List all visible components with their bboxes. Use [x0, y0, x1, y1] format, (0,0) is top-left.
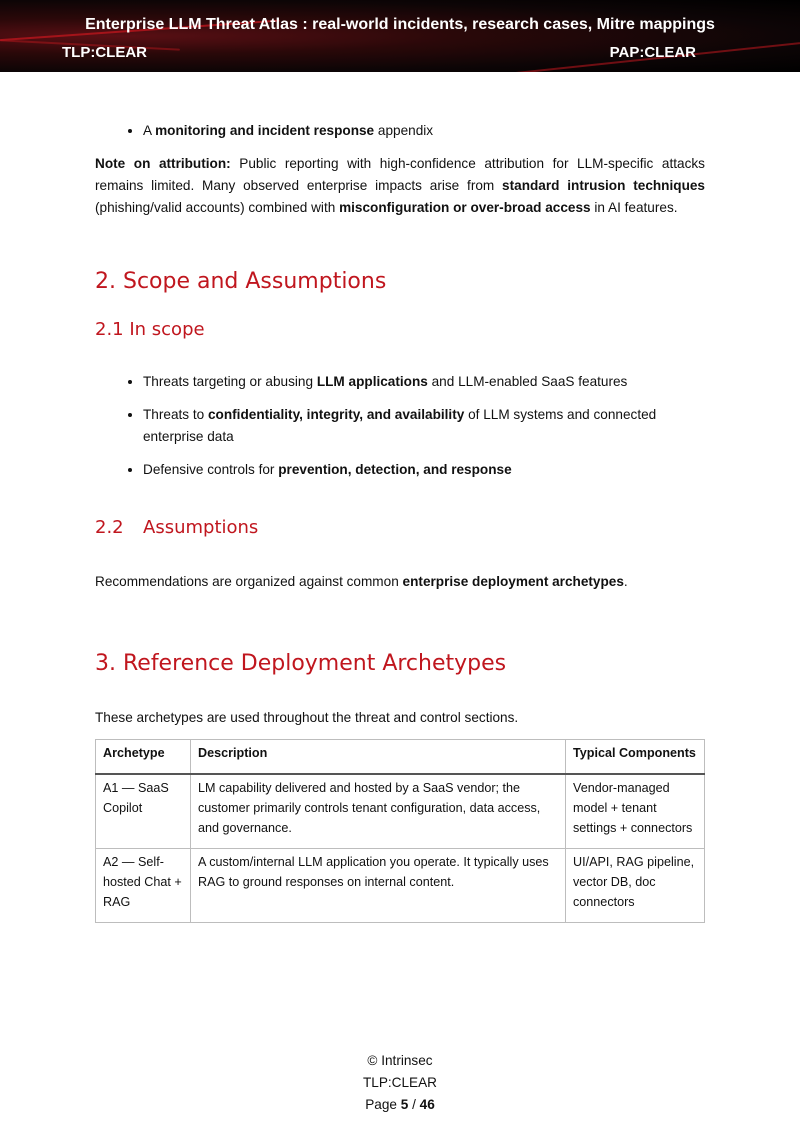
- page-header: [0, 0, 800, 72]
- column-header: Typical Components: [566, 740, 705, 775]
- page-content: [95, 120, 705, 923]
- section-intro: These archetypes are used throughout the threat and control sections.: [95, 710, 519, 725]
- footer-tlp: TLP:CLEAR: [362, 1075, 438, 1090]
- page-footer: [0, 1050, 800, 1116]
- scope-list: [95, 371, 705, 481]
- document-title: Enterprise LLM Threat Atlas : real-world incidents, research cases, Mitre mappings: [85, 16, 715, 33]
- archetype-table: [95, 739, 705, 923]
- subsection-heading: 2.2 Assumptions: [95, 517, 259, 538]
- list-item: • A monitoring and incident response appendix: [143, 120, 705, 142]
- tlp-label: TLP:CLEAR: [62, 44, 147, 61]
- list-item: • Defensive controls for prevention, detection, and response: [143, 459, 705, 481]
- assumptions-text: Recommendations are organized against common enterprise deployment archetypes.: [95, 574, 628, 589]
- table-row: [96, 774, 705, 849]
- table-row: [96, 849, 705, 923]
- column-header: Description: [191, 740, 566, 775]
- table-cell: Vendor-managed model + tenant settings + connectors: [566, 774, 705, 849]
- table-cell: A1 — SaaS Copilot: [96, 774, 191, 849]
- pap-label: PAP:CLEAR: [609, 44, 696, 61]
- table-header-row: [96, 740, 705, 775]
- table-cell: A custom/internal LLM application you operate. It typically uses RAG to ground responses on internal content.: [191, 849, 566, 923]
- table-cell: LM capability delivered and hosted by a SaaS vendor; the customer primarily controls tenant configuration, data access, and governance.: [191, 774, 566, 849]
- copyright: © Intrinsec: [367, 1053, 433, 1068]
- table-cell: A2 — Self-hosted Chat + RAG: [96, 849, 191, 923]
- attribution-note: Note on attribution: Public reporting with high-confidence attribution for LLM-specific attacks remains limited. Many observed enterprise impacts arise from standard intrusion techniques (phishing/valid accounts) combined with misconfiguration or over-broad access in AI features.: [95, 156, 705, 215]
- table-cell: UI/API, RAG pipeline, vector DB, doc connectors: [566, 849, 705, 923]
- list-item: • Threats to confidentiality, integrity, and availability of LLM systems and connected enterprise data: [143, 404, 705, 448]
- section-heading: 2. Scope and Assumptions: [95, 269, 387, 294]
- section-heading: 3. Reference Deployment Archetypes: [95, 651, 507, 676]
- intro-list: [95, 120, 705, 142]
- page-number: Page 5 / 46: [365, 1097, 435, 1112]
- list-item: • Threats targeting or abusing LLM applications and LLM-enabled SaaS features: [143, 371, 705, 393]
- column-header: Archetype: [96, 740, 191, 775]
- subsection-heading: 2.1 In scope: [95, 319, 205, 340]
